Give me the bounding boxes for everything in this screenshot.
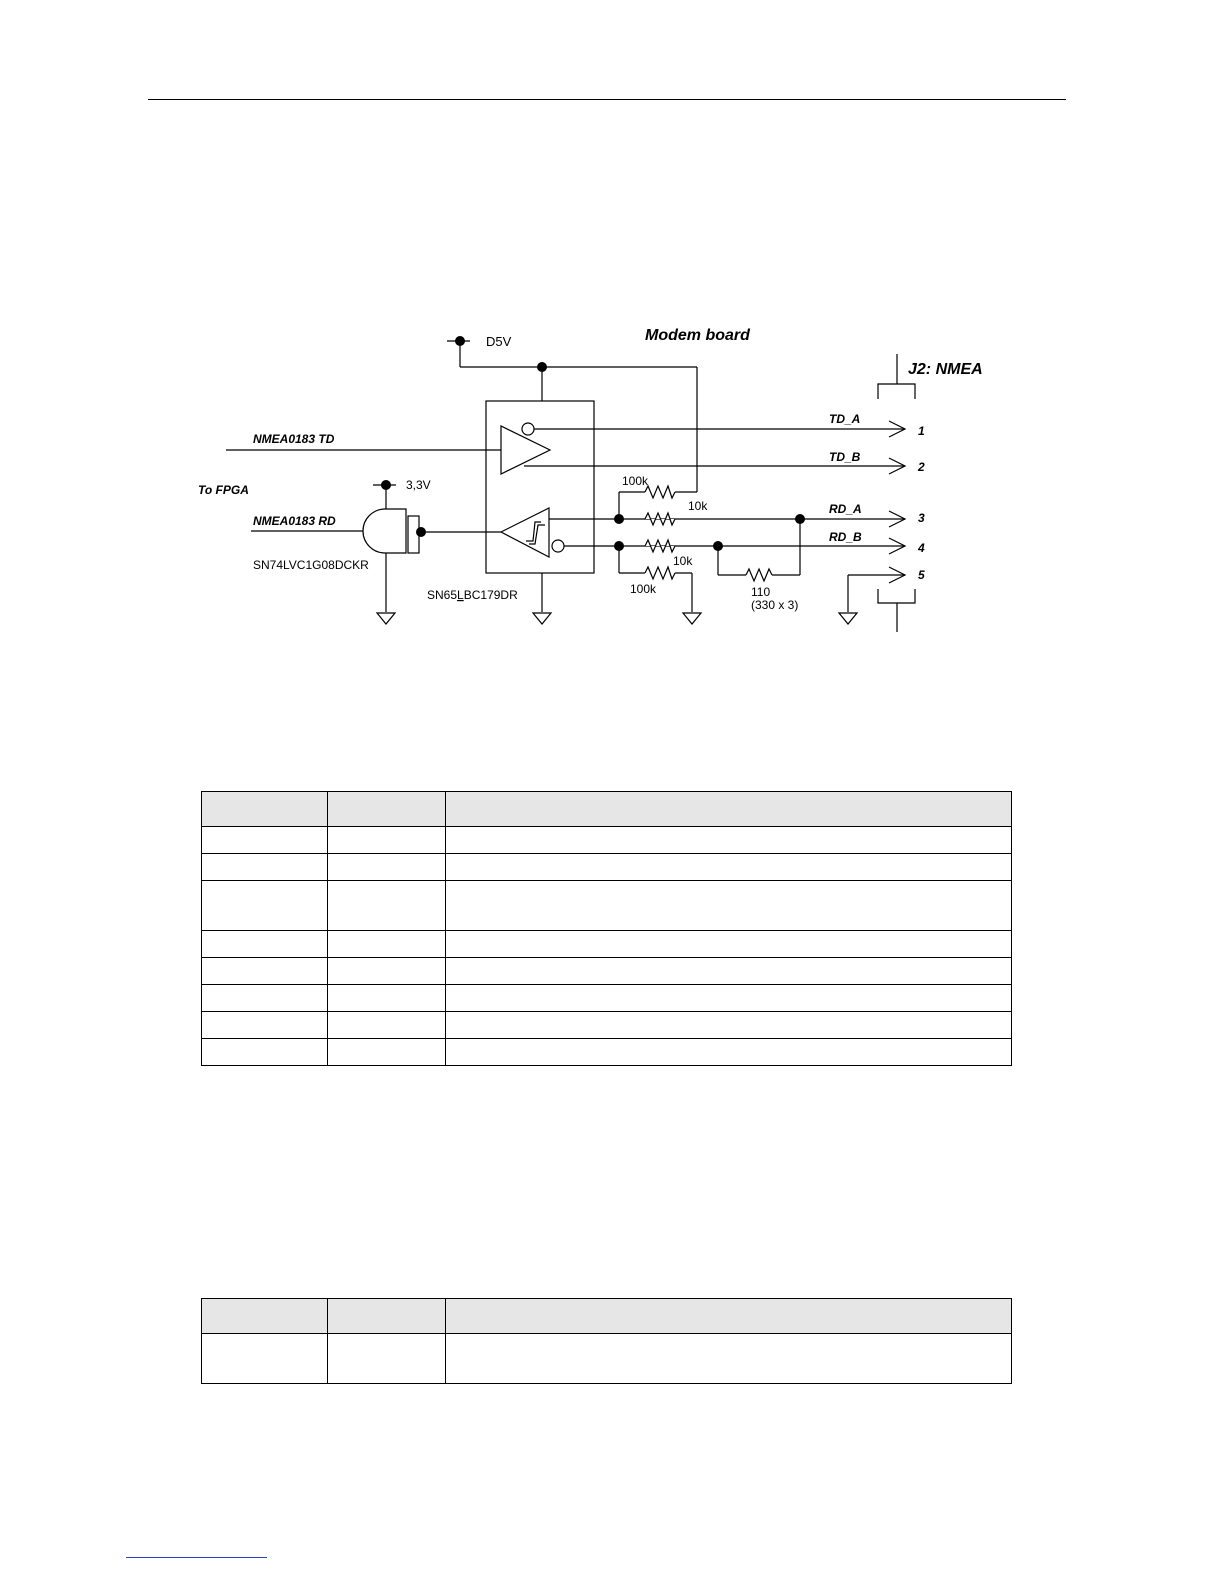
table-row [202,1039,1012,1066]
diagram-title: Modem board [645,327,750,344]
junction-d5v [455,336,465,346]
table-header-cell [328,1299,446,1334]
table-cell [202,1039,328,1066]
label-pin-3: 3 [918,511,925,525]
label-pin-2: 2 [918,460,925,474]
table-header-cell [202,1299,328,1334]
table-cell [328,854,446,881]
table-cell [202,985,328,1012]
label-td-a: TD_A [829,412,861,426]
label-r-110: 110 [751,585,771,599]
table-cell [328,827,446,854]
footnote-rule [126,1557,267,1558]
table-cell [328,1039,446,1066]
resistor-10k-b [645,540,675,552]
label-r-100k-pulldown: 100k [630,582,657,596]
table-cell [202,931,328,958]
table-cell [202,1334,328,1384]
table-cell [446,881,1012,931]
table-row [202,854,1012,881]
nmea-schematic [0,0,1224,700]
receiver-buffer [501,508,549,557]
driver-invert-bubble [522,423,534,435]
junction-rd-out [416,527,426,537]
table-header-cell [446,792,1012,827]
table-row [202,1334,1012,1384]
label-transceiver-part: SN65LBC179DR [427,588,518,602]
resistor-100k-pulldown [645,567,675,579]
label-rd-a: RD_A [829,502,862,516]
label-to-fpga: To FPGA [198,483,249,497]
label-3v3: 3,3V [406,478,431,492]
table-cell [446,958,1012,985]
table-cell [446,827,1012,854]
table-cell [202,881,328,931]
table-cell [328,958,446,985]
table-cell [446,1039,1012,1066]
table-cell [328,1334,446,1384]
table-row [202,985,1012,1012]
table-cell [446,1334,1012,1384]
label-r-10k-a: 10k [688,499,708,513]
label-pin-1: 1 [918,424,925,438]
table-row [202,827,1012,854]
label-nmea-rd: NMEA0183 RD [253,514,336,528]
table-row [202,958,1012,985]
receiver-invert-bubble [552,540,564,552]
junction-rd-a [614,514,624,524]
table-cell [328,985,446,1012]
table-cell [202,854,328,881]
resistor-100k-pullup [645,486,675,498]
label-nmea-td: NMEA0183 TD [253,432,335,446]
table-header-row [202,1299,1012,1334]
table-row [202,931,1012,958]
table-cell [328,881,446,931]
table-row [202,881,1012,931]
and-gate [363,509,406,553]
resistor-10k-a [645,513,675,525]
table-cell [328,1012,446,1039]
junction-term-b [713,541,723,551]
label-rd-b: RD_B [829,530,862,544]
table-cell [202,827,328,854]
label-r-100k-pullup: 100k [622,474,649,488]
ground-ic [533,613,551,624]
label-d5v: D5V [486,334,512,349]
table-cell [446,985,1012,1012]
table-header-cell [446,1299,1012,1334]
label-and-part: SN74LVC1G08DCKR [253,558,369,572]
table-header-cell [328,792,446,827]
table-header-cell [202,792,328,827]
table-cell [202,958,328,985]
ground-and [377,613,395,624]
ground-pulldown [683,613,701,624]
j2-top-bracket [878,384,915,399]
table-cell [446,854,1012,881]
table-header-row [202,792,1012,827]
resistor-110-term [746,569,772,581]
table-row [202,1012,1012,1039]
table-cell [446,931,1012,958]
driver-buffer [501,426,550,474]
junction-rd-b [614,541,624,551]
pin-table [201,791,1012,1066]
label-td-b: TD_B [829,450,861,464]
table-cell [202,1012,328,1039]
label-pin-4: 4 [918,541,925,555]
label-r-110-note: (330 x 3) [751,598,799,612]
ground-pin5 [839,613,857,624]
table-cell [446,1012,1012,1039]
junction-3v3 [381,480,391,490]
table-cell [328,931,446,958]
secondary-table [201,1298,1012,1384]
j2-bottom-bracket [878,589,915,603]
label-j2-nmea: J2: NMEA [908,361,983,378]
label-r-10k-b: 10k [673,554,693,568]
label-pin-5: 5 [918,568,925,582]
junction-rail [537,362,547,372]
junction-term-a [795,514,805,524]
